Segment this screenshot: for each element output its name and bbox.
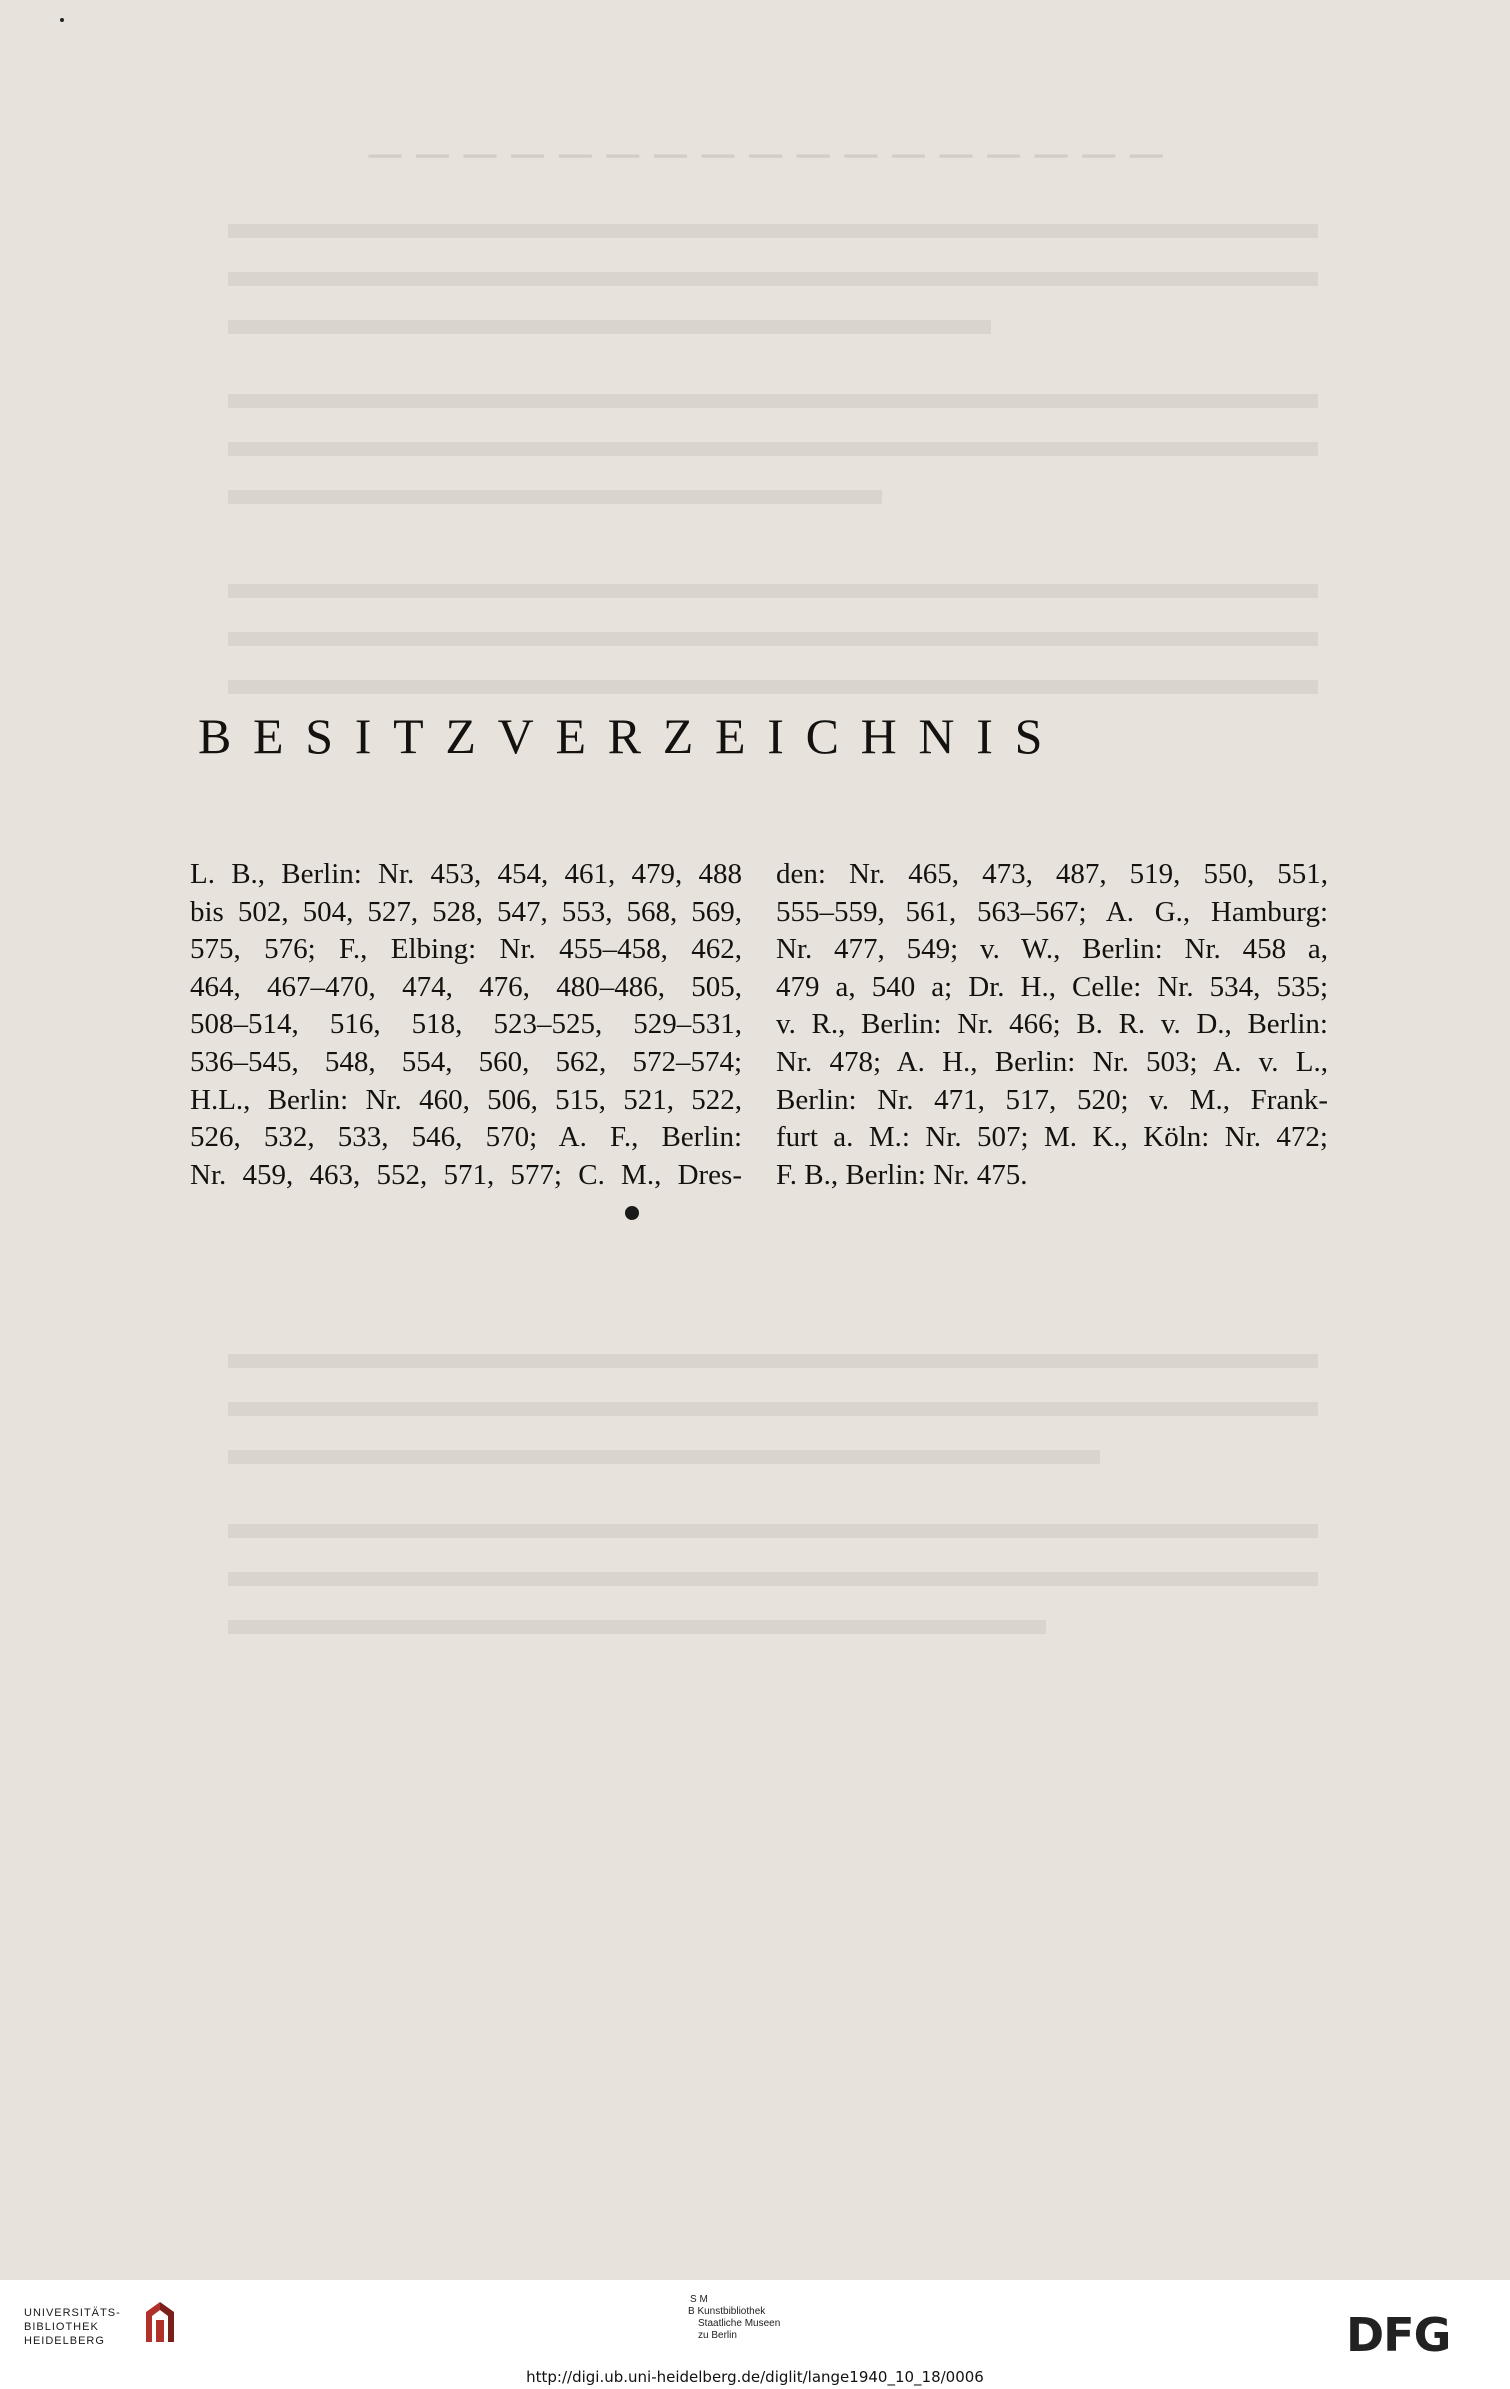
text-line: furt a. M.: Nr. 507; M. K., Köln: Nr. 472; bbox=[776, 1121, 1328, 1154]
text-line: Nr. 478; A. H., Berlin: Nr. 503; A. v. L., bbox=[776, 1045, 1328, 1078]
university-name-line: BIBLIOTHEK bbox=[24, 2321, 99, 2333]
page-title: BESITZVERZEICHNIS bbox=[198, 708, 1065, 764]
text-line: 479 a, 540 a; Dr. H., Celle: Nr. 534, 535; bbox=[776, 970, 1328, 1003]
digitization-footer bbox=[0, 2280, 1510, 2389]
text-line: 464, 467–470, 474, 476, 480–486, 505, bbox=[190, 970, 742, 1003]
speck-mark bbox=[60, 18, 64, 22]
ink-dot bbox=[625, 1206, 639, 1220]
text-line: 575, 576; F., Elbing: Nr. 455–458, 462, bbox=[190, 933, 742, 966]
text-line: 555–559, 561, 563–567; A. G., Hamburg: bbox=[776, 895, 1328, 928]
owner-list-right-column bbox=[776, 856, 1328, 1194]
source-url-link[interactable]: http://digi.ub.uni-heidelberg.de/diglit/lange1940_10_18/0006 bbox=[526, 2368, 984, 2386]
text-line: F. B., Berlin: Nr. 475. bbox=[776, 1158, 1028, 1191]
text-line: L. B., Berlin: Nr. 453, 454, 461, 479, 488 bbox=[190, 858, 742, 890]
university-name-line: UNIVERSITÄTS- bbox=[24, 2307, 121, 2319]
text-line: den: Nr. 465, 473, 487, 519, 550, 551, bbox=[776, 858, 1328, 890]
text-line: 526, 532, 533, 546, 570; A. F., Berlin: bbox=[190, 1121, 742, 1154]
bleed-through-heading: ───────────────── bbox=[368, 129, 1178, 180]
text-line: 508–514, 516, 518, 523–525, 529–531, bbox=[190, 1008, 742, 1041]
text-line: 536–545, 548, 554, 560, 562, 572–574; bbox=[190, 1045, 742, 1078]
partner-line: B Kunstbibliothek bbox=[688, 2306, 766, 2317]
text-line: Nr. 459, 463, 552, 571, 577; C. M., Dres- bbox=[190, 1158, 742, 1191]
partner-line: zu Berlin bbox=[698, 2330, 737, 2341]
partner-line: Staatliche Museen bbox=[698, 2318, 781, 2329]
dfg-logo[interactable]: DFG bbox=[1346, 2308, 1451, 2362]
partner-line: S M bbox=[690, 2294, 708, 2305]
text-line: H.L., Berlin: Nr. 460, 506, 515, 521, 522, bbox=[190, 1083, 742, 1116]
owner-list-left-column bbox=[190, 856, 742, 1194]
text-line: Nr. 477, 549; v. W., Berlin: Nr. 458 a, bbox=[776, 933, 1328, 966]
university-name-line: HEIDELBERG bbox=[24, 2335, 105, 2347]
kunstbibliothek-logo[interactable] bbox=[688, 2294, 888, 2342]
text-line: Berlin: Nr. 471, 517, 520; v. M., Frank- bbox=[776, 1083, 1328, 1116]
text-line: v. R., Berlin: Nr. 466; B. R. v. D., Berlin: bbox=[776, 1008, 1328, 1041]
text-line: bis 502, 504, 527, 528, 547, 553, 568, 569, bbox=[190, 895, 742, 928]
heidelberg-library-mark-icon bbox=[140, 2300, 180, 2346]
